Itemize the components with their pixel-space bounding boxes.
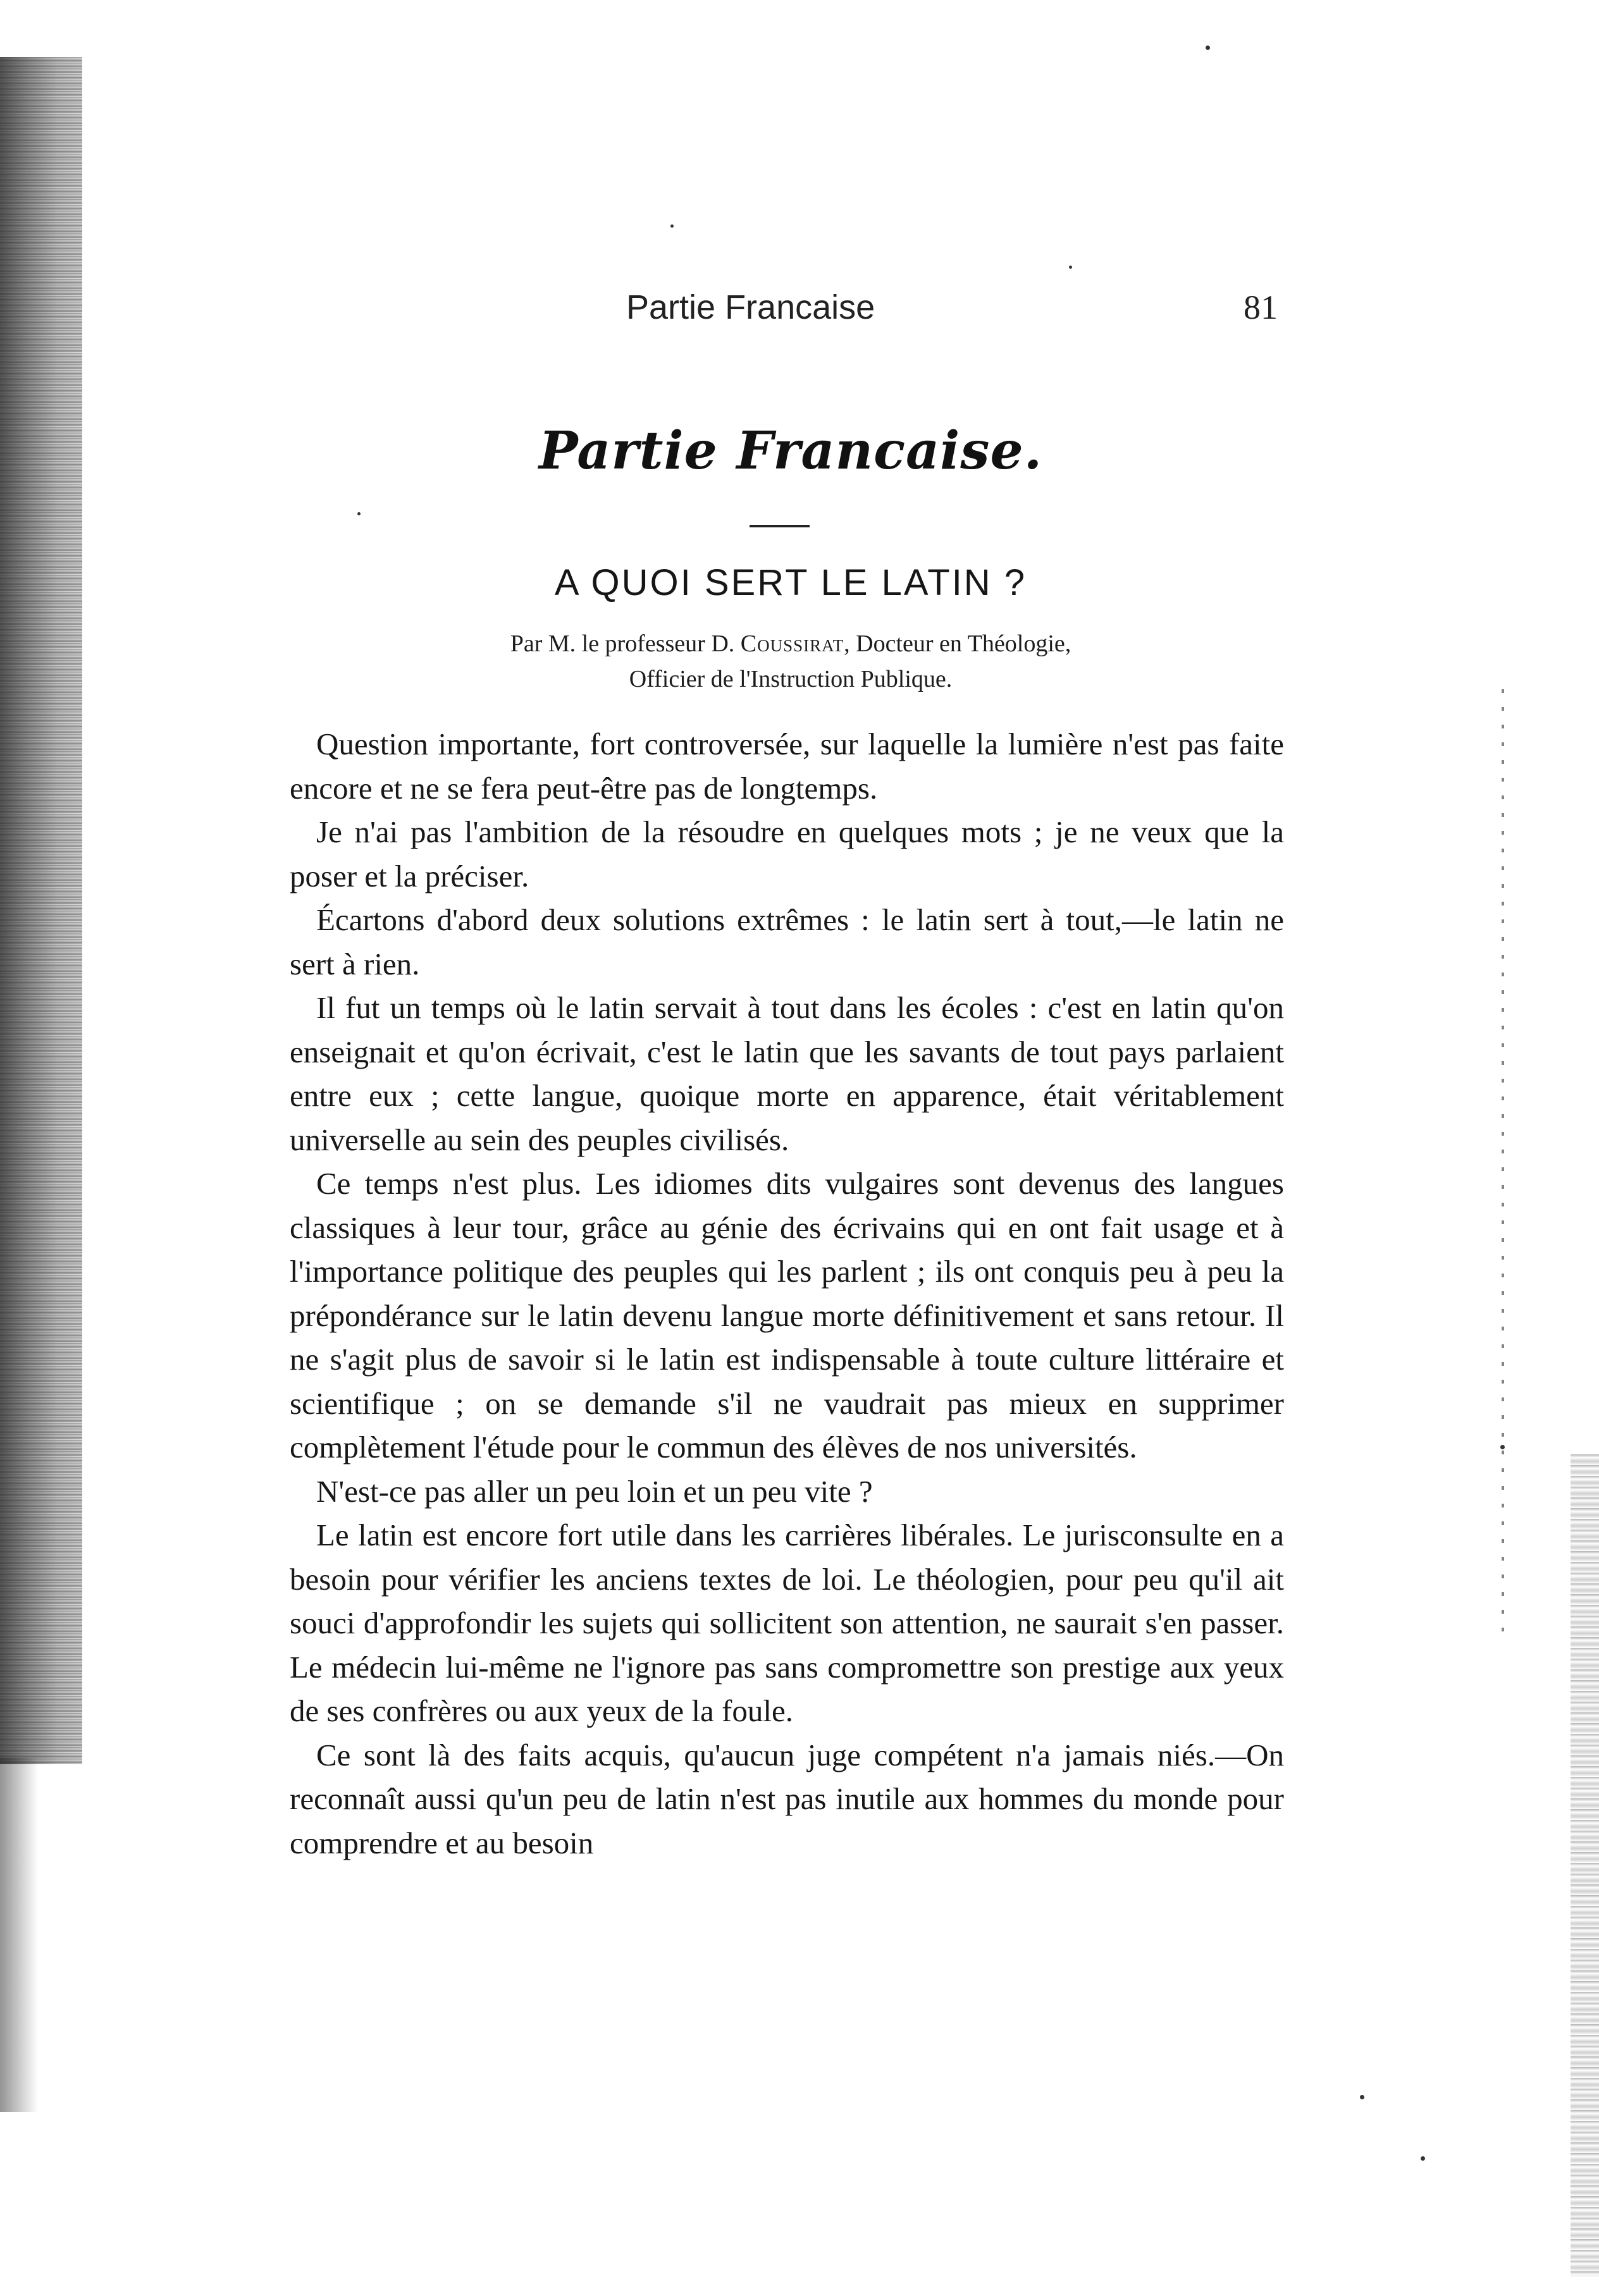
byline-line-2: Officier de l'Instruction Publique. (629, 666, 953, 692)
running-header (626, 288, 1278, 338)
byline-author: Coussirat (740, 630, 844, 657)
scan-speck (1421, 2156, 1425, 2161)
scan-speck (1069, 266, 1072, 269)
scan-right-edge-noise (1571, 1454, 1599, 2276)
paragraph: Il fut un temps où le latin servait à tout dans les écoles : c'est en latin qu'on enseignait et qu'on écrivait, c'est le latin que les savants de tout pays parlaient entre eux ; cette langue, quoique morte en apparence, était véritablement universelle au sein des peuples civilisés. (290, 990, 1284, 1157)
scan-speck (1206, 46, 1210, 50)
byline-prefix: Par M. le professeur D. (510, 630, 741, 657)
article-title: A QUOI SERT LE LATIN ? (554, 562, 1027, 603)
scan-speck (670, 224, 674, 228)
paragraph: Écartons d'abord deux solutions extrêmes : le latin sert à tout,—le latin ne sert à rien. (290, 902, 1284, 981)
scan-binding-shadow-lower (0, 1758, 38, 2112)
title-divider (750, 525, 810, 527)
paragraph: Question importante, fort controversée, sur laquelle la lumière n'est pas faite encore et ne se fera peut-être pas de longtemps. (290, 727, 1284, 806)
running-header-title: Partie Francaise (626, 288, 875, 326)
scan-binding-shadow (0, 57, 82, 1764)
paragraph: Ce temps n'est plus. Les idiomes dits vulgaires sont devenus des langues classiques à leur tour, grâce au génie des écrivains qui en ont fait usage et à l'importance politique des peuples qui les parlent ; ils ont conquis peu à peu la prépondérance sur le latin devenu langue morte définitivement et sans retour. Il ne s'agit plus de savoir si le latin est indispensable à toute culture littéraire et scientifique ; on se demande s'il ne vaudrait pas mieux en supprimer complètement l'étude pour le commun des élèves de nos universités. (290, 1166, 1284, 1464)
scan-speck (1360, 2095, 1364, 2099)
byline (316, 626, 1265, 697)
paragraph: Ce sont là des faits acquis, qu'aucun juge compétent n'a jamais niés.—On reconnaît aussi qu'un peu de latin n'est pas inutile aux hommes du monde pour comprendre et au besoin (290, 1737, 1284, 1860)
paragraph: N'est-ce pas aller un peu loin et un peu vite ? (316, 1473, 873, 1509)
scan-speck (1500, 1445, 1505, 1449)
article-body (290, 722, 1284, 1865)
scan-right-margin-marks (1502, 689, 1504, 1638)
paragraph: Je n'ai pas l'ambition de la résoudre en quelques mots ; je ne veux que la poser et la préciser. (290, 814, 1284, 893)
byline-line-1 (316, 626, 1265, 661)
scan-speck (357, 512, 361, 515)
section-title: Partie Francaise. (538, 421, 1043, 481)
page-number: 81 (1244, 288, 1278, 326)
paragraph: Le latin est encore fort utile dans les carrières libérales. Le jurisconsulte en a besoin pour vérifier les anciens textes de loi. Le théologien, pour peu qu'il ait souci d'approfondir les sujets qui sollicitent son attention, ne saurait s'en passer. Le médecin lui-même ne l'ignore pas sans compromettre son prestige aux yeux de ses confrères ou aux yeux de la foule. (290, 1518, 1284, 1728)
byline-credential: , Docteur en Théologie, (844, 630, 1071, 657)
